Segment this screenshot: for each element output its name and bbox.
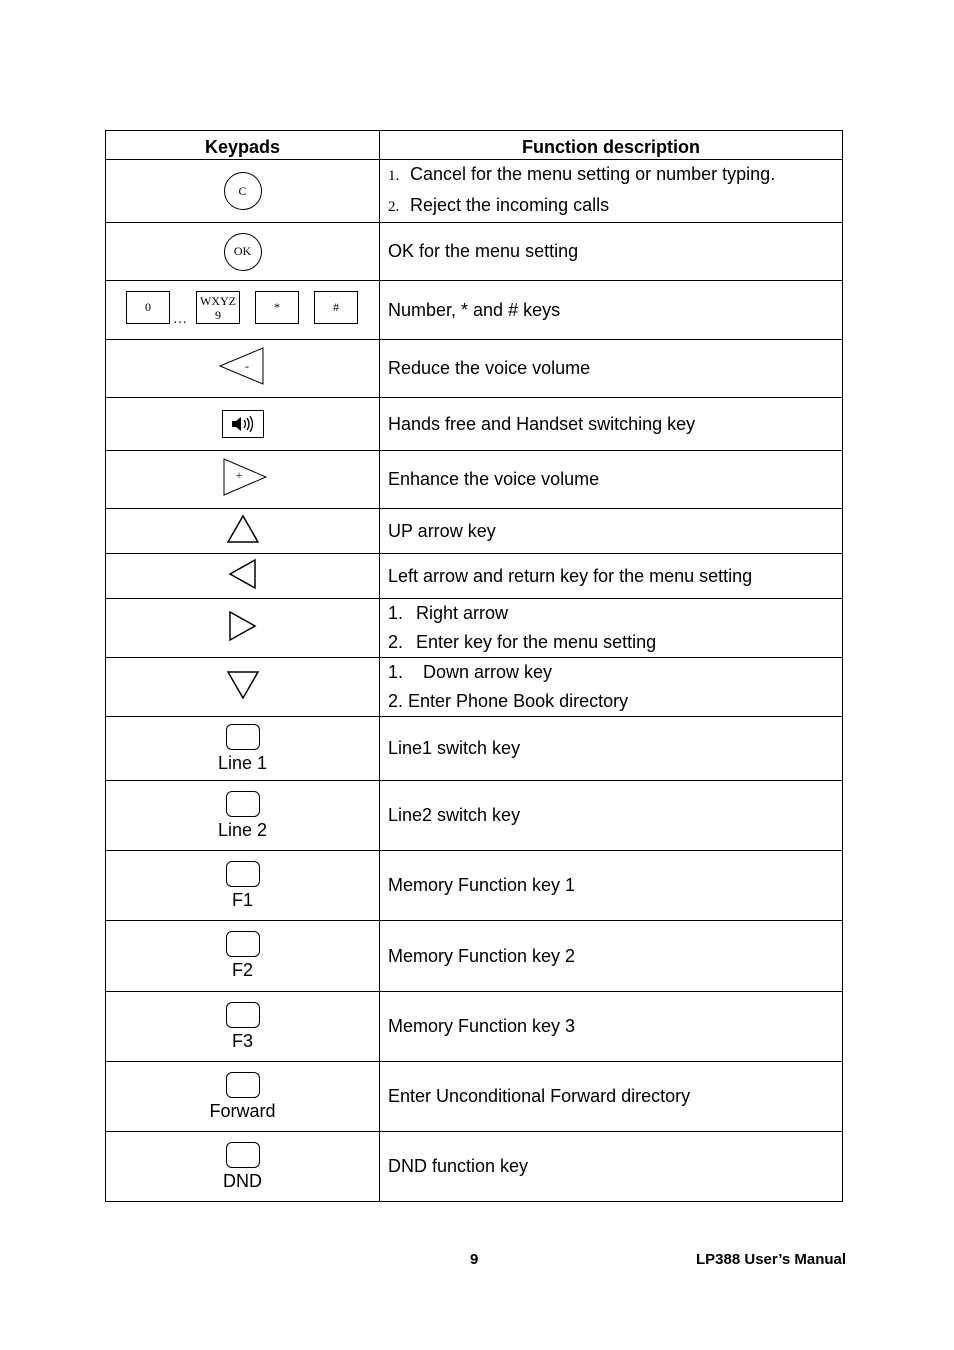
left-arrow-icon xyxy=(225,557,261,591)
function-header: Function description xyxy=(380,131,843,160)
line2-key-icon xyxy=(226,791,260,817)
list-item: 1. Right arrow xyxy=(388,603,509,623)
ok-key-icon: OK xyxy=(224,233,262,271)
table-row: Hands free and Handset switching key xyxy=(106,398,843,451)
list-item: 2. Reject the incoming calls xyxy=(388,195,610,215)
down-arrow-icon xyxy=(225,669,261,701)
list-item: 2. Enter Phone Book directory xyxy=(388,691,629,711)
list-item: 1. Cancel for the menu setting or number typing. xyxy=(388,164,776,184)
keypads-header: Keypads xyxy=(106,131,380,160)
table-row: Line 1 Line1 switch key xyxy=(106,717,843,781)
forward-key-icon xyxy=(226,1072,260,1098)
table-header-row xyxy=(106,131,843,160)
number-keys-group xyxy=(106,282,379,338)
line1-key-label: Line 1 xyxy=(217,752,268,773)
dnd-key-label: DND xyxy=(223,1170,262,1191)
table-row: F2 Memory Function key 2 xyxy=(106,921,843,992)
list-item: 2. Enter key for the menu setting xyxy=(388,632,657,652)
line2-key-label: Line 2 xyxy=(217,819,268,840)
dnd-key-icon xyxy=(226,1142,260,1168)
f3-key-label: F3 xyxy=(231,1030,253,1051)
table-row: UP arrow key xyxy=(106,509,843,554)
f3-key-icon xyxy=(226,1002,260,1028)
digit-9-key-icon: WXYZ 9 xyxy=(196,291,240,324)
table-row: F1 Memory Function key 1 xyxy=(106,851,843,921)
table-row: Line 2 Line2 switch key xyxy=(106,781,843,851)
volume-up-key-icon xyxy=(218,457,268,497)
page-number: 9 xyxy=(470,1251,479,1268)
f1-key-icon xyxy=(226,861,260,887)
volume-down-symbol: - xyxy=(244,359,249,373)
cancel-key-icon: C xyxy=(224,172,262,210)
keypad-function-table xyxy=(105,130,843,1202)
table-row xyxy=(106,599,843,658)
table-row: Forward Enter Unconditional Forward directory xyxy=(106,1062,843,1132)
f2-key-label: F2 xyxy=(231,960,253,980)
table-row: - Reduce the voice volume xyxy=(106,340,843,398)
up-arrow-icon xyxy=(225,513,261,545)
table-row: 0 … WXYZ 9 * # Number, * and # keys xyxy=(106,281,843,340)
ellipsis: … xyxy=(173,312,187,327)
digit-0-key-icon: 0 xyxy=(126,291,170,324)
f2-key-icon xyxy=(226,931,260,957)
table-row xyxy=(106,160,843,223)
forward-key-label: Forward xyxy=(209,1100,276,1121)
manual-title: LP388 User’s Manual xyxy=(696,1251,847,1268)
star-key-icon: * xyxy=(255,291,299,324)
table-row: F3 Memory Function key 3 xyxy=(106,992,843,1062)
table-row: Left arrow and return key for the menu setting xyxy=(106,554,843,599)
volume-down-key-icon xyxy=(218,346,268,386)
hash-key-icon: # xyxy=(314,291,358,324)
speaker-icon xyxy=(222,410,264,438)
table-row: + Enhance the voice volume xyxy=(106,451,843,509)
right-arrow-icon xyxy=(225,609,261,643)
table-row: OK OK for the menu setting xyxy=(106,223,843,281)
volume-up-symbol: + xyxy=(235,468,242,482)
table-row: DND DND function key xyxy=(106,1132,843,1202)
f1-key-label: F1 xyxy=(231,889,253,910)
list-item: 1. Down arrow key xyxy=(388,662,553,682)
table-row xyxy=(106,658,843,717)
line1-key-icon xyxy=(226,724,260,750)
